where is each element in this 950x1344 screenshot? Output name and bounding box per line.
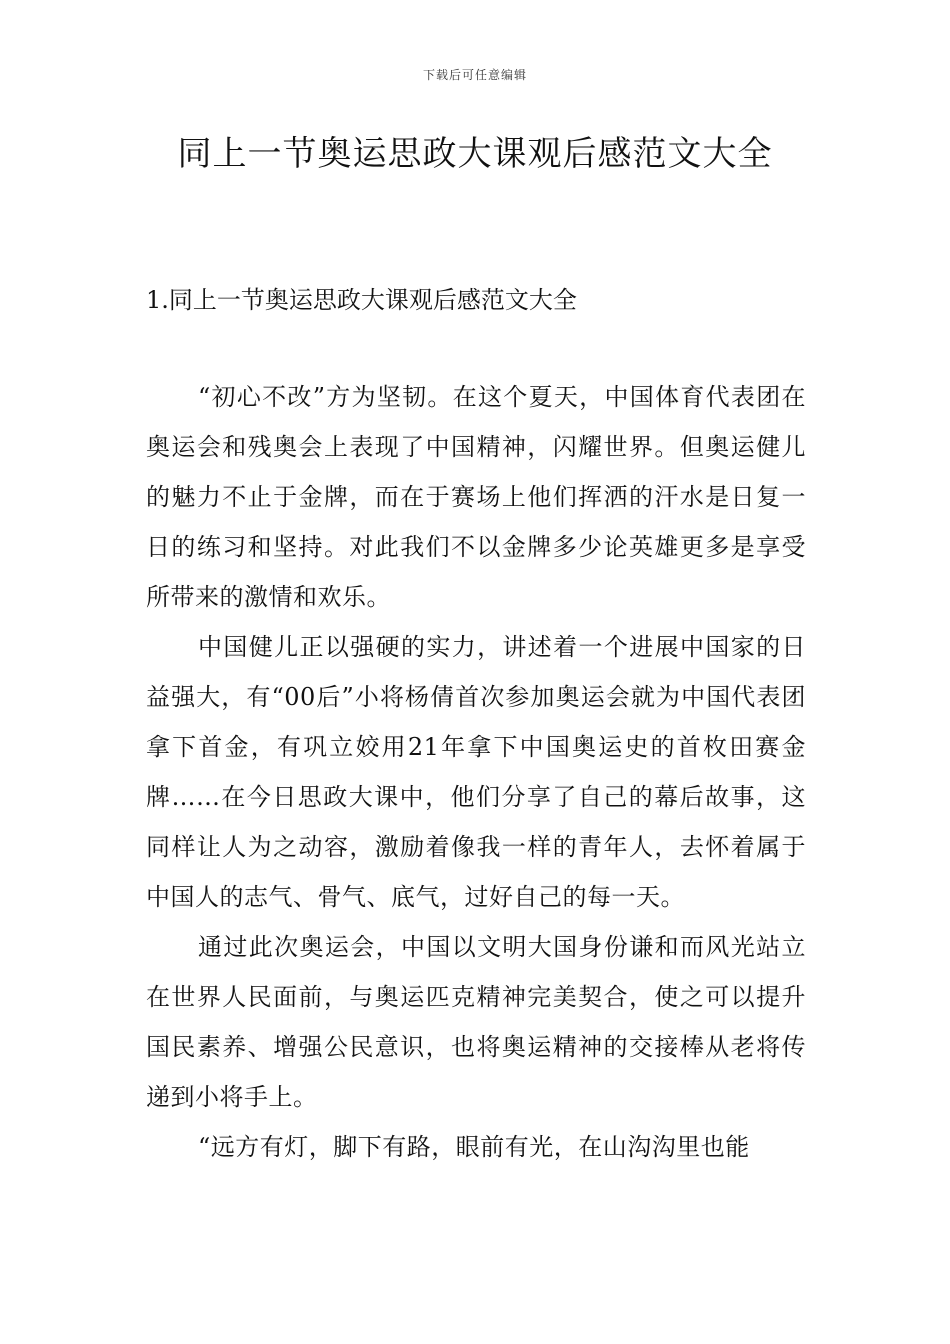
document-body	[146, 372, 806, 1172]
document-title: 同上一节奥运思政大课观后感范文大全	[177, 134, 773, 174]
section-heading: 1.同上一节奥运思政大课观后感范文大全	[146, 286, 577, 314]
paragraph-3: 通过此次奥运会，中国以文明大国身份谦和而风光站立在世界人民面前，与奥运匹克精神完美契合，使之可以提升国民素养、增强公民意识，也将奥运精神的交接棒从老将传递到小将手上。	[146, 933, 806, 1111]
paragraph-1: “初心不改”方为坚韧。在这个夏天，中国体育代表团在奥运会和残奥会上表现了中国精神，闪耀世界。但奥运健儿的魅力不止于金牌，而在于赛场上他们挥洒的汗水是日复一日的练习和坚持。对此我们不以金牌多少论英雄更多是享受所带来的激情和欢乐。	[146, 383, 806, 611]
header-note: 下载后可任意编辑	[422, 68, 527, 82]
paragraph-4: “远方有灯，脚下有路，眼前有光，在山沟沟里也能	[198, 1133, 750, 1161]
paragraph-2: 中国健儿正以强硬的实力，讲述着一个进展中国家的日益强大，有“00后”小将杨倩首次参加奥运会就为中国代表团拿下首金，有巩立姣用21年拿下中国奥运史的首枚田赛金牌……在今日思政大课中，他们分享了自己的幕后故事，这同样让人为之动容，激励着像我一样的青年人，去怀着属于中国人的志气、骨气、底气，过好自己的每一天。	[146, 633, 806, 911]
